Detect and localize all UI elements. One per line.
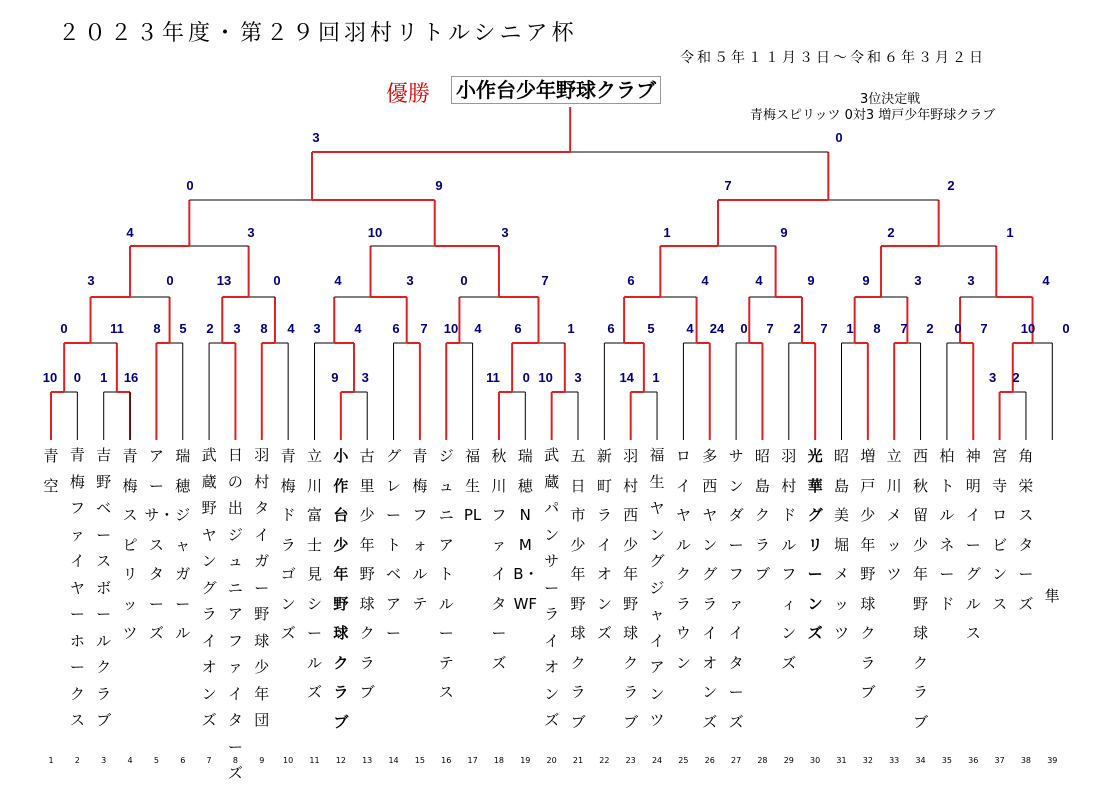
score-r3-10: 4 xyxy=(701,273,709,288)
team-name-9: 羽村タイガー野球少年団 xyxy=(254,446,270,729)
score-r2-q: 6 xyxy=(607,321,615,336)
score-r1-m3-bottom: 3 xyxy=(361,370,369,385)
score-r3-12: 9 xyxy=(807,273,815,288)
team-name-21: 五日市少年野球クラブ xyxy=(570,447,586,731)
team-number-3: 3 xyxy=(101,756,107,765)
score-r2-ac: 0 xyxy=(954,321,962,336)
score-r2-j: 4 xyxy=(354,321,362,336)
team-number-12: 12 xyxy=(335,756,346,765)
score-r2-t: 24 xyxy=(709,321,725,336)
score-r4-2: 3 xyxy=(247,225,255,240)
score-r2-k: 6 xyxy=(392,321,400,336)
team-number-28: 28 xyxy=(757,756,768,765)
team-number-5: 5 xyxy=(153,756,159,765)
score-r2-ae: 10 xyxy=(1020,321,1036,336)
score-r2-ad: 7 xyxy=(980,321,988,336)
score-r2-h: 4 xyxy=(287,321,295,336)
team-number-38: 38 xyxy=(1020,756,1032,765)
score-r1-m3-top: 9 xyxy=(331,370,339,385)
score-r3-11: 4 xyxy=(755,273,763,288)
score-sf-right: 0 xyxy=(835,130,843,145)
team-name-28: 昭島クラブ xyxy=(754,447,770,583)
team-number-11: 11 xyxy=(309,756,320,765)
team-name-22: 新町ライオンズ xyxy=(596,447,612,642)
team-number-21: 21 xyxy=(572,756,584,765)
score-r1-m7-bottom: 2 xyxy=(1012,370,1020,385)
team-number-30: 30 xyxy=(810,756,821,765)
score-r2-i: 3 xyxy=(313,321,321,336)
team-name-36: 神明イーグルス xyxy=(965,447,981,642)
team-name-6: 瑞穂ジャガール xyxy=(175,447,191,642)
team-name-8: 日の出ジュニアファイターズ xyxy=(227,446,243,782)
score-qf-2: 9 xyxy=(435,178,443,193)
team-number-18: 18 xyxy=(493,756,505,765)
score-r4-8: 1 xyxy=(1006,225,1014,240)
team-number-34: 34 xyxy=(915,756,926,765)
team-name-16: ジュニアトルーテス xyxy=(438,447,454,701)
team-number-10: 10 xyxy=(283,756,294,765)
team-number-36: 36 xyxy=(968,756,979,765)
score-qf-4: 2 xyxy=(947,178,955,193)
team-name-26: 多西ヤングライオンズ xyxy=(702,447,718,731)
team-name-35: 柏トルネード xyxy=(939,447,955,613)
team-name-12: 小作台少年野球クラブ xyxy=(333,447,349,731)
score-qf-3: 7 xyxy=(724,178,732,193)
team-number-4: 4 xyxy=(127,756,133,765)
team-name-15: 青梅フォルテ xyxy=(412,447,428,613)
team-number-19: 19 xyxy=(520,756,531,765)
score-r4-1: 4 xyxy=(126,225,134,240)
score-r3-8: 7 xyxy=(541,273,549,288)
score-sf-left: 3 xyxy=(312,130,320,145)
team-name-37: 宮寺ロビンス xyxy=(992,447,1008,613)
team-name-13: 古里少年野球クラブ xyxy=(359,447,375,701)
team-number-37: 37 xyxy=(994,756,1005,765)
team-name-11: 立川富士見シールズ xyxy=(306,447,322,701)
score-r4-4: 3 xyxy=(501,225,509,240)
team-name-32: 増戸少年野球クラブ xyxy=(860,447,876,701)
team-number-31: 31 xyxy=(836,756,847,765)
score-r3-14: 3 xyxy=(914,273,922,288)
score-r2-w: 2 xyxy=(793,321,801,336)
score-r2-c: 8 xyxy=(153,321,161,336)
score-r2-aa: 7 xyxy=(900,321,908,336)
score-r2-r: 5 xyxy=(647,321,655,336)
team-number-15: 15 xyxy=(414,756,425,765)
team-number-29: 29 xyxy=(783,756,794,765)
team-name-10: 青梅ドラゴンズ xyxy=(280,447,296,642)
team-number-22: 22 xyxy=(599,756,610,765)
tournament-dates: 令和５年１１月３日～令和６年３月２日 xyxy=(680,50,986,66)
score-r1-m7-top: 3 xyxy=(988,370,997,385)
team-number-32: 32 xyxy=(862,756,873,765)
score-r1-m1-bottom: 0 xyxy=(73,370,81,385)
team-name-38: 角栄スターズ xyxy=(1018,447,1034,613)
team-number-20: 20 xyxy=(546,756,557,765)
team-name-39: 隼 xyxy=(1044,587,1060,605)
team-number-27: 27 xyxy=(731,756,742,765)
score-r1-m4-bottom: 0 xyxy=(522,370,530,385)
score-r3-1: 3 xyxy=(87,273,95,288)
team-number-24: 24 xyxy=(651,756,663,765)
score-r2-o: 6 xyxy=(514,321,522,336)
team-number-1: 1 xyxy=(48,756,54,765)
score-r3-3: 13 xyxy=(216,273,232,288)
page-title: ２０２３年度・第２９回羽村リトルシニア杯 xyxy=(58,21,578,46)
score-r1-m6-bottom: 1 xyxy=(652,370,660,385)
third-place-title: 3位決定戦 xyxy=(860,92,921,107)
score-r2-d: 5 xyxy=(179,321,187,336)
score-r1-m6-top: 14 xyxy=(619,370,634,385)
score-r2-n: 4 xyxy=(474,321,482,336)
score-r2-z: 8 xyxy=(873,321,881,336)
team-number-8: 8 xyxy=(232,756,238,765)
team-name-20: 武蔵パンサーライオンズ xyxy=(544,446,560,729)
score-r2-y: 1 xyxy=(846,321,854,336)
team-number-14: 14 xyxy=(388,756,399,765)
team-name-23: 羽村西少年野球クラブ xyxy=(623,447,639,731)
team-name-19: 瑞穂NMB・WF xyxy=(513,447,539,613)
score-r3-2: 0 xyxy=(166,273,174,288)
score-r3-15: 3 xyxy=(967,273,975,288)
score-r2-b: 11 xyxy=(110,321,124,336)
score-r2-m: 10 xyxy=(443,321,459,336)
score-r2-ab: 2 xyxy=(926,321,934,336)
score-r2-s: 4 xyxy=(686,321,694,336)
team-number-26: 26 xyxy=(704,756,715,765)
team-name-18: 秋川ファイターズ xyxy=(491,447,507,672)
score-r4-6: 9 xyxy=(780,225,788,240)
team-name-5: アーサ・スターズ xyxy=(144,447,175,642)
champion-label: 優勝 xyxy=(386,82,431,107)
score-r2-g: 8 xyxy=(260,321,268,336)
team-number-23: 23 xyxy=(625,756,636,765)
score-r1-m4-top: 11 xyxy=(486,370,500,385)
team-name-1: 青空 xyxy=(43,447,59,495)
score-r2-l: 7 xyxy=(420,321,428,336)
team-name-24: 福生ヤングジャイアンツ xyxy=(649,446,665,729)
score-r2-e: 2 xyxy=(206,321,214,336)
team-name-17: 福生PL xyxy=(463,447,482,524)
team-number-35: 35 xyxy=(941,756,952,765)
team-number-9: 9 xyxy=(259,756,265,765)
team-name-25: ロイヤルクラウン xyxy=(675,447,691,672)
score-r3-6: 3 xyxy=(406,273,414,288)
team-number-33: 33 xyxy=(889,756,900,765)
team-name-31: 昭島美堀メッツ xyxy=(833,447,849,642)
score-r2-p: 1 xyxy=(567,321,575,336)
score-r1-m1-top: 10 xyxy=(42,370,58,385)
team-number-13: 13 xyxy=(362,756,373,765)
third-place-result: 青梅スピリッツ 0対3 増戸少年野球クラブ xyxy=(750,108,996,123)
team-name-33: 立川メッツ xyxy=(886,447,902,583)
team-name-30: 光華グリーンズ xyxy=(807,447,823,642)
score-r3-16: 4 xyxy=(1042,273,1050,288)
score-r3-5: 4 xyxy=(334,273,342,288)
score-r1-m2-top: 1 xyxy=(100,370,108,385)
team-name-7: 武蔵野ヤングライオンズ xyxy=(201,446,217,729)
score-r3-7: 0 xyxy=(460,273,468,288)
score-r4-3: 10 xyxy=(367,225,383,240)
score-r1-m5-top: 10 xyxy=(538,370,553,385)
score-r3-9: 6 xyxy=(627,273,635,288)
score-r4-7: 2 xyxy=(887,225,895,240)
score-r2-x: 7 xyxy=(820,321,828,336)
score-r2-f: 3 xyxy=(233,321,241,336)
team-number-6: 6 xyxy=(180,756,186,765)
team-number-17: 17 xyxy=(467,756,478,765)
score-r3-4: 0 xyxy=(273,273,281,288)
team-name-34: 西秋留少年野球クラブ xyxy=(913,447,929,731)
team-number-2: 2 xyxy=(74,756,80,765)
score-qf-1: 0 xyxy=(186,178,194,193)
team-name-14: グレートベアー xyxy=(386,447,402,642)
score-r2-a: 0 xyxy=(60,321,68,336)
team-name-27: サンダーファイターズ xyxy=(728,447,744,731)
score-r1-m2-bottom: 16 xyxy=(123,370,139,385)
team-number-25: 25 xyxy=(678,756,689,765)
team-number-7: 7 xyxy=(206,756,212,765)
team-name-2: 青梅ファイヤーホークス xyxy=(69,446,85,729)
score-r2-u: 0 xyxy=(740,321,748,336)
score-r2-af: 0 xyxy=(1062,321,1070,336)
score-r3-13: 9 xyxy=(862,273,870,288)
team-name-29: 羽村ドルフィンズ xyxy=(781,447,797,672)
score-r2-v: 7 xyxy=(766,321,774,336)
champion-name: 小作台少年野球クラブ xyxy=(451,76,661,104)
score-r1-m5-bottom: 3 xyxy=(574,370,582,385)
team-name-4: 青梅スピリッツ xyxy=(122,447,138,642)
team-number-39: 39 xyxy=(1047,756,1058,765)
score-r4-5: 1 xyxy=(663,225,671,240)
team-name-3: 吉野ベースボールクラブ xyxy=(96,446,112,729)
team-number-16: 16 xyxy=(441,756,452,765)
